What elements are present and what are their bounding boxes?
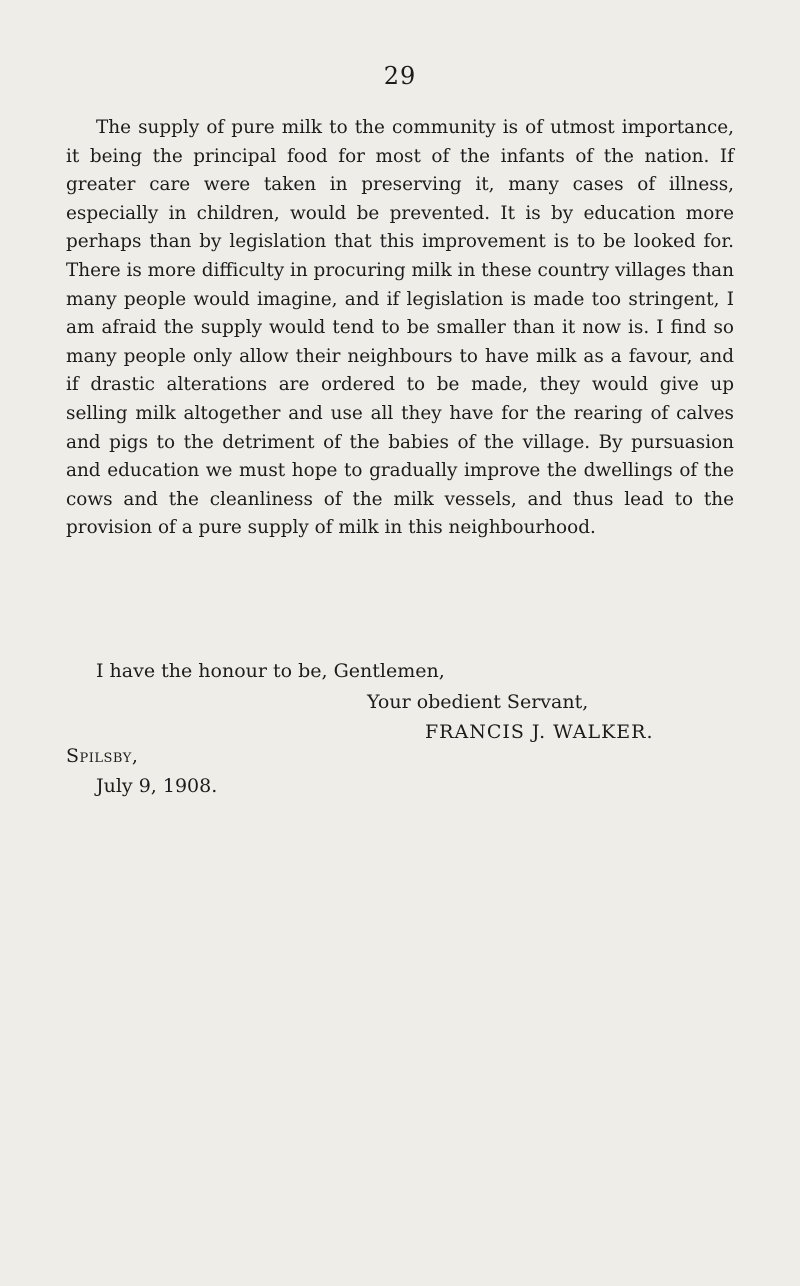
closing-salutation: I have the honour to be, Gentlemen, [96,660,445,682]
signature-name: FRANCIS J. WALKER. [425,721,654,743]
letter-body-paragraph: The supply of pure milk to the community is of utmost importance, it being the principal food for most of the infants of the nation. If greater care were taken in preserving it, many cases of illness, especially in children, would be prevented. It is by education more perhaps than by legislation that this improvement is to be looked for. There is more difficulty in procuring milk in these country villages than many people would imagine, and if legislation is made too stringent, I am afraid the supply would tend to be smaller than it now is. I find so many people only allow their neighbours to have milk as a favour, and if drastic alterations are ordered to be made, they would give up selling milk altogether and use all they have for the rearing of calves and pigs to the detriment of the babies of the village. By pursuasion and education we must hope to gradually improve the dwellings of the cows and the cleanliness of the milk vessels, and thus lead to the provision of a pure supply of milk in this neighbourhood. [66,117,734,539]
closing-servant: Your obedient Servant, [367,691,589,713]
page-number: 29 [383,62,417,90]
letter-place: Spilsby, [66,745,139,767]
letter-date: July 9, 1908. [96,775,218,797]
